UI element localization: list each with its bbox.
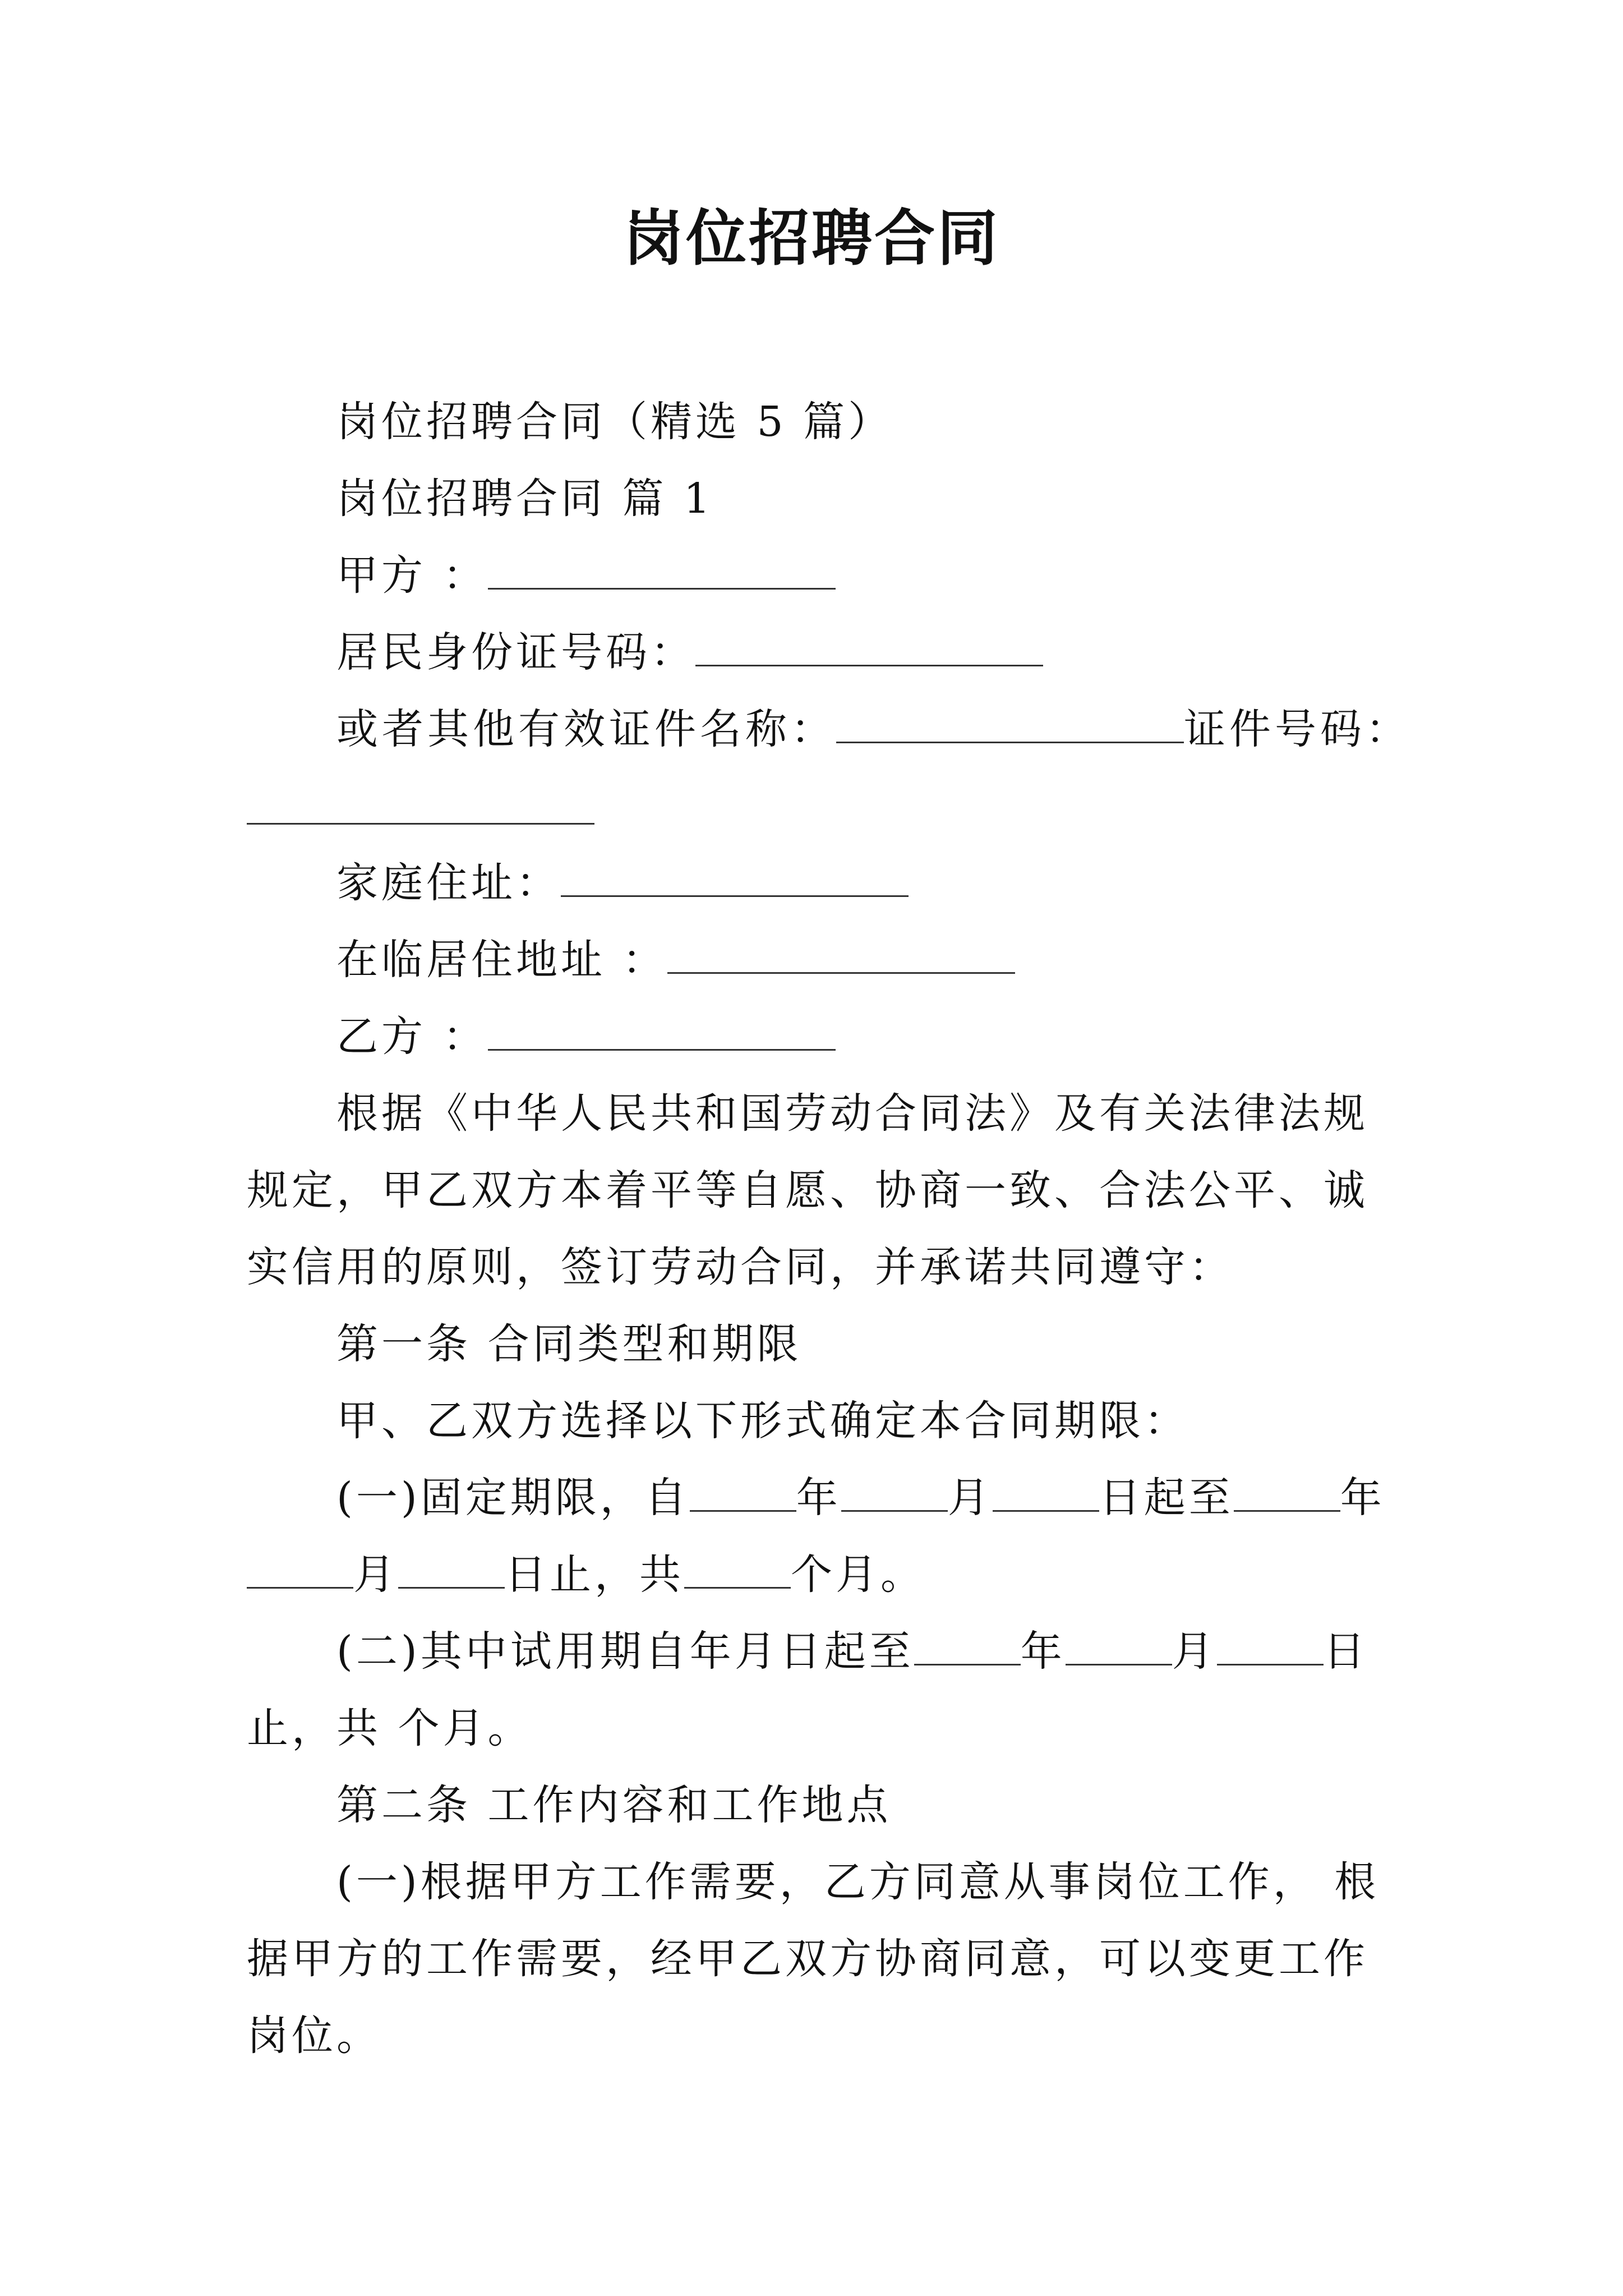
home-address-line	[247, 845, 1391, 922]
probation-text-b: 年	[1020, 1627, 1066, 1676]
end-year-blank	[1234, 1473, 1340, 1512]
article-1-heading: 第一条 合同类型和期限	[336, 1320, 802, 1368]
other-id-line	[247, 691, 1411, 768]
probation-text-a: (二)其中试用期自年月日起至	[336, 1627, 914, 1676]
fixed-term-text-b: 年	[796, 1474, 841, 1522]
probation-year-blank	[914, 1626, 1021, 1665]
id-number-line	[247, 614, 1391, 691]
party-a-label: 甲方 ：	[336, 551, 488, 600]
home-address-label: 家庭住址：	[336, 859, 561, 907]
temp-address-line	[247, 922, 1391, 999]
fixed-term-text-d: 日起至	[1099, 1474, 1234, 1522]
end-month-blank	[247, 1549, 353, 1589]
fixed-term-text-g: 日止，共	[505, 1550, 684, 1599]
article-2-paragraph-1: (一)根据甲方工作需要，乙方同意从事岗位工作， 根据甲方的工作需要，经甲乙双方协商同意，可以变更工作岗位。	[247, 1858, 1380, 2060]
fixed-term-text-h: 个月。	[791, 1550, 925, 1599]
other-id-number-line	[247, 768, 1391, 845]
intro-paragraph: 根据《中华人民共和国劳动合同法》及有关法律法规规定，甲乙双方本着平等自愿、协商一致、合法公平、诚实信用的原则，签订劳动合同，并承诺共同遵守：	[247, 1089, 1368, 1291]
other-id-number-label: 证件号码：	[1184, 705, 1411, 753]
fixed-term-text-f: 月	[353, 1550, 398, 1599]
probation-text-e: 止，共 个月。	[247, 1704, 533, 1752]
end-day-blank	[398, 1549, 505, 1589]
id-number-blank	[695, 627, 1043, 666]
party-a-blank	[488, 550, 836, 590]
total-months-blank	[684, 1549, 791, 1589]
party-b-line	[247, 999, 1391, 1075]
other-id-name-blank	[836, 704, 1184, 743]
chapter-heading: 岗位招聘合同 篇 1	[336, 475, 714, 523]
document-title: 岗位招聘合同	[623, 203, 1000, 274]
subtitle-line: 岗位招聘合同（精选 5 篇）	[336, 398, 893, 446]
party-a-line	[247, 537, 1391, 614]
start-year-blank	[690, 1473, 796, 1512]
other-id-number-blank	[247, 785, 594, 825]
party-b-blank	[488, 1011, 836, 1051]
temp-address-label: 在临居住地址 ：	[336, 936, 667, 984]
probation-text-c: 月	[1172, 1627, 1217, 1676]
probation-month-blank	[1066, 1626, 1172, 1665]
temp-address-blank	[667, 935, 1015, 974]
start-month-blank	[841, 1473, 948, 1512]
fixed-term-clause	[247, 1460, 1391, 1613]
probation-day-blank	[1217, 1626, 1324, 1665]
article-2-heading: 第二条 工作内容和工作地点	[336, 1781, 892, 1829]
id-number-label: 居民身份证号码：	[336, 628, 695, 677]
party-b-label: 乙方 ：	[336, 1013, 488, 1061]
fixed-term-text-c: 月	[947, 1474, 993, 1522]
document-body	[247, 384, 1411, 2074]
fixed-term-text-e: 年	[1340, 1474, 1385, 1522]
other-id-name-label: 或者其他有效证件名称：	[336, 705, 836, 753]
probation-text-d: 日	[1323, 1627, 1368, 1676]
fixed-term-text-a: (一)固定期限，自	[336, 1474, 690, 1522]
article-1-description: 甲、乙双方选择以下形式确定本合同期限：	[336, 1397, 1189, 1445]
home-address-blank	[561, 858, 909, 897]
probation-clause	[247, 1613, 1391, 1767]
start-day-blank	[993, 1473, 1099, 1512]
